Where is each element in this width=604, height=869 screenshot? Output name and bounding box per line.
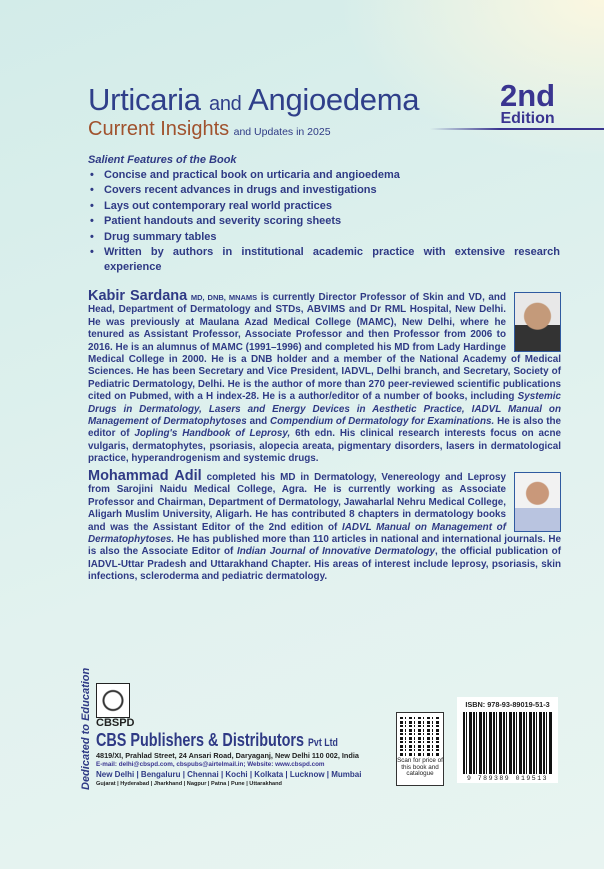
title-part2: Angioedema: [248, 82, 420, 117]
feature-item: • Drug summary tables: [88, 230, 560, 245]
bio-text: and: [246, 416, 270, 428]
publisher-contact: E-mail: delhi@cbspd.com, cbspubs@airtelmail.in; Website: www.cbspd.com: [96, 761, 325, 768]
author-bio-adil: [88, 470, 561, 584]
edition-number: 2nd: [500, 78, 556, 113]
isbn-label: ISBN: 978-93-89019-51-3: [465, 700, 550, 709]
title-and: and: [209, 93, 242, 115]
barcode-digits: 9 789389 019513: [466, 775, 548, 782]
feature-item: • Covers recent advances in drugs and investigations: [88, 183, 560, 198]
feature-item: • Written by authors in institutional academic practice with extensive research experience: [88, 245, 560, 276]
publisher-address: 4819/XI, Prahlad Street, 24 Ansari Road, Daryaganj, New Delhi 110 002, India: [96, 751, 359, 760]
book-title: [88, 82, 419, 118]
bio-text: is currently Director Professor of Skin and VD, and Head, Department of Dermatology and STDs, ABVIMS and Dr RML Hospital, New Delhi. He was previously at Maulana Azad Medical College (MAMC), New Delhi, where he tenured as Assistant Professor, Associate Professor and then Professor from 2006 to 2016. He is an alumnus of MAMC (1991–1996) and completed his MD from Lady Hardinge Medical College in 2000. He is a DNB holder and a member of the National Academy of Medical Sciences. He has been Secretary and Vice President, IADVL, Delhi branch, and Secretary, Society of Pediatric Dermatology, Delhi. He is the author of more than 270 peer-reviewed scientific publications cited on Pubmed, with a H index-28. He is a author/editor of a number of books, including: [88, 292, 561, 403]
publisher-logo-text: CBSPD: [96, 717, 135, 729]
feature-item: • Patient handouts and severity scoring sheets: [88, 214, 560, 229]
bio-text: , the official publication of IADVL-Uttar Pradesh and Uttarakhand Chapter. His areas of interest include leprosy, psoriasis, skin infections, scleroderma and pediatric dermatology.: [88, 546, 561, 583]
subtitle: [88, 118, 331, 141]
salient-features: [88, 154, 560, 276]
author-name: Mohammad Adil: [88, 468, 202, 484]
barcode-icon: [463, 712, 552, 774]
qr-code-icon: [400, 716, 440, 756]
title-part1: Urticaria: [88, 82, 201, 117]
subtitle-main: Current Insights: [88, 118, 230, 140]
book-ref: Jopling's Handbook of Leprosy,: [134, 428, 291, 440]
edition-badge: [500, 80, 555, 127]
publisher-tagline: Dedicated to Education: [80, 667, 92, 790]
subtitle-rest: and Updates in 2025: [233, 126, 331, 138]
edition-label: Edition: [500, 110, 555, 127]
bio-text: He has published more than 110 articles in national and international journals. He is also the Associate Editor of: [88, 534, 561, 558]
bio-text: 6th edn. His clinical research interests focus on acne vulgaris, dermatophytes, psoriasis, alopecia areata, pigmentary disorders, lasers in dermatological practice, hyperandrogenism and systemic drugs.: [88, 428, 561, 465]
feature-item: • Concise and practical book on urticaria and angioedema: [88, 168, 560, 183]
author-photo-adil: [514, 472, 561, 532]
publisher-suffix: Pvt Ltd: [308, 737, 338, 749]
bio-text: He is also the editor of: [88, 416, 562, 440]
bio-text: completed his MD in Dermatology, Venereology and Leprosy from Sarojini Naidu Medical College, Agra. He is currently working as Associate Professor and Chairman, Department of Dermatology, Jawaharlal Nehru Medical College, Aligarh Muslim University, Aligarh. He has contributed 8 chapters in dermatology books and was the Assistant Editor of the 2nd edition of: [88, 472, 506, 533]
book-ref: IADVL Manual on Management of Dermatophytoses.: [88, 521, 506, 546]
author-degrees: MD, DNB, MNAMS: [190, 293, 258, 302]
publisher-logo-icon: [96, 683, 130, 718]
feature-item: • Lays out contemporary real world practices: [88, 199, 560, 214]
publisher-name: [96, 730, 338, 751]
publisher-name-text: CBS Publishers & Distributors: [96, 730, 305, 750]
edition-rule: [430, 128, 604, 130]
qr-code-block: [396, 712, 444, 786]
qr-caption: Scan for price of this book and catalogue: [397, 757, 443, 778]
publisher-cities: New Delhi | Bengaluru | Chennai | Kochi | Kolkata | Lucknow | Mumbai: [96, 770, 362, 779]
book-ref: Compendium of Dermatology for Examinations.: [270, 416, 495, 428]
isbn-barcode: [457, 697, 558, 783]
author-bio-sardana: [88, 290, 561, 466]
book-ref: Indian Journal of Innovative Dermatology: [236, 546, 435, 558]
book-ref: Systemic Drugs in Dermatology, Lasers and Energy Devices in Aesthetic Practice, IADVL Manual on Management of Dermatophytoses: [88, 391, 561, 428]
author-name: Kabir Sardana: [88, 288, 188, 304]
publisher-cities-secondary: Gujarat | Hyderabad | Jharkhand | Nagpur | Patna | Pune | Uttarakhand: [96, 781, 282, 787]
author-photo-sardana: [514, 292, 561, 352]
features-heading: Salient Features of the Book: [88, 154, 237, 166]
